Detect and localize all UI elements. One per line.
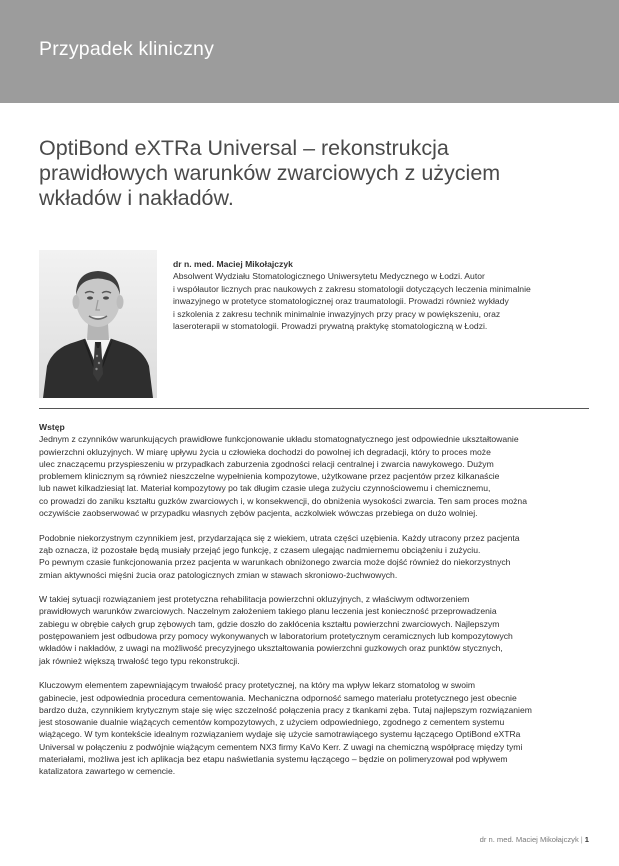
author-portrait-image — [39, 250, 157, 398]
body-line: oczywiście zaobserwować w przypadku własnych zębów pacjenta, aczkolwiek wówczas przebiega on dużo wolniej. — [39, 508, 478, 519]
author-bio — [173, 270, 593, 332]
page-number: 1 — [584, 835, 589, 844]
body-paragraph — [39, 679, 589, 777]
section-divider — [39, 408, 589, 409]
article-title-line: OptiBond eXTRa Universal – rekonstrukcja — [39, 136, 449, 160]
body-line: bardzo duża, czynnikiem krytycznym staje się więc szczelność połączenia pracy z tkankami zęba. Tutaj najlepszym rozwiązaniem — [39, 704, 532, 715]
body-line: wkładów i nakładów, z uwagi na możliwość precyzyjnego ukształtowania powierzchni guzkowych oraz punktów stycznych, — [39, 643, 503, 654]
body-line: gabinecie, jest odpowiednia procedura cementowania. Mechaniczna odporność samego materiału protetycznego jest obecnie — [39, 692, 517, 703]
footer-author: dr n. med. Maciej Mikołajczyk — [479, 835, 579, 844]
footer-separator: | — [580, 835, 583, 844]
body-line: jak również większą trwałość tego typu rekonstrukcji. — [39, 655, 240, 666]
author-bio-line: i współautor licznych prac naukowych z zakresu stomatologii dotyczących leczenia minimalnie — [173, 283, 531, 294]
body-line: zmian aktywności mięśni żucia oraz patologicznych zmian w stawach skroniowo-żuchwowych. — [39, 569, 398, 580]
body-line: wiążącego. W tym kontekście idealnym rozwiązaniem wydaje się użycie samotrawiącego systemu łączącego OptiBond eXTRa — [39, 729, 521, 740]
article-body — [39, 421, 589, 790]
body-line: ulec znaczącemu przyspieszeniu w przypadkach zaburzenia zgodności relacji centralnej i zwarcia nawykowego. Dużym — [39, 458, 494, 469]
article-title-line: prawidłowych warunków zwarciowych z użyciem — [39, 161, 501, 185]
body-paragraph — [39, 433, 589, 519]
body-line: problemem klinicznym są również nieszczelne wypełnienia kompozytowe, użytkowane przez pacjentów przez kilkanaście — [39, 471, 500, 482]
body-line: Po pewnym czasie funkcjonowania przez pacjenta w warunkach obniżonego zwarcia może dojść również do niekorzystnych — [39, 557, 511, 568]
body-line: Podobnie niekorzystnym czynnikiem jest, przydarzająca się z wiekiem, utrata części uzębienia. Każdy utracony przez pacjenta — [39, 532, 520, 543]
body-line: W takiej sytuacji rozwiązaniem jest protetyczna rehabilitacja powierzchni okluzyjnych, z właściwym odtworzeniem — [39, 594, 470, 605]
body-line: ząb oznacza, iż pozostałe będą musiały przejąć jego funkcję, z czasem ulegając nadmiernemu obciążeniu i zużyciu. — [39, 544, 481, 555]
body-line: prawidłowych warunków zwarciowych. Naczelnym założeniem takiego planu leczenia jest konieczność przeprowadzenia — [39, 606, 497, 617]
author-bio-line: inwazyjnego w protetyce stomatologicznej oraz traumatologii. Prowadzi również wykłady — [173, 296, 509, 307]
intro-heading: Wstęp — [39, 422, 65, 432]
author-bio-line: laseroterapii w stomatologii. Prowadzi prywatną praktykę stomatologiczną w Łodzi. — [173, 321, 488, 332]
body-line: lub nawet kilkadziesiąt lat. Materiał kompozytowy po tak długim czasie ulega zużyciu czynnościowemu i chemicznemu, — [39, 483, 491, 494]
body-line: Jednym z czynników warunkujących prawidłowe funkcjonowanie układu stomatognatycznego jest odpowiednie ukształtowanie — [39, 434, 519, 445]
body-line: co prowadzi do zaniku kształtu guzków zwarciowych i, w konsekwencji, do obniżenia wysokości zwarcia. Ten sam proces można — [39, 495, 527, 506]
author-name: dr n. med. Maciej Mikołajczyk — [173, 259, 293, 269]
body-paragraph — [39, 593, 589, 667]
page-footer — [480, 835, 589, 844]
body-line: Kluczowym elementem zapewniającym trwałość pracy protetycznej, na który ma wpływ lekarz stomatolog w swoim — [39, 680, 476, 691]
author-block — [173, 258, 593, 332]
author-bio-line: i szkolenia z zakresu technik minimalnie inwazyjnych przy pracy w powiększeniu, oraz — [173, 308, 501, 319]
body-line: materiałami, możliwa jest ich aplikacja bez etapu naświetlania systemu łączącego – będzie on polimeryzował pod wpływem — [39, 754, 508, 765]
body-line: postępowaniem jest odbudowa przy pomocy wykonywanych w laboratorium protetycznym ceramicznych lub kompozytowych — [39, 631, 513, 642]
page-header-band — [0, 0, 619, 103]
body-paragraph — [39, 532, 589, 581]
body-line: Universal w połączeniu z podwójnie wiążącym cementem NX3 firmy KaVo Kerr. Z uwagi na chemiczną współpracę między tymi — [39, 741, 523, 752]
body-line: powierzchni okluzyjnych. W miarę upływu życia u człowieka dochodzi do powolnej ich degradacji, który to proces może — [39, 446, 491, 457]
body-line: zabiegu w obrębie całych grup zębowych tam, gdzie doszło do zakłócenia kształtu powierzchni zwarciowych. Najlepszym — [39, 618, 500, 629]
article-title — [39, 136, 599, 211]
author-photo — [39, 250, 157, 398]
article-title-line: wkładów i nakładów. — [39, 186, 234, 210]
author-bio-line: Absolwent Wydziału Stomatologicznego Uniwersytetu Medycznego w Łodzi. Autor — [173, 271, 485, 282]
body-line: katalizatora zawartego w cemencie. — [39, 766, 176, 777]
body-line: jest stosowanie dualnie wiążących cementów kompozytowych, z użyciem odpowiedniego, zgodnego z cementem systemu — [39, 717, 505, 728]
section-label: Przypadek kliniczny — [39, 38, 215, 60]
